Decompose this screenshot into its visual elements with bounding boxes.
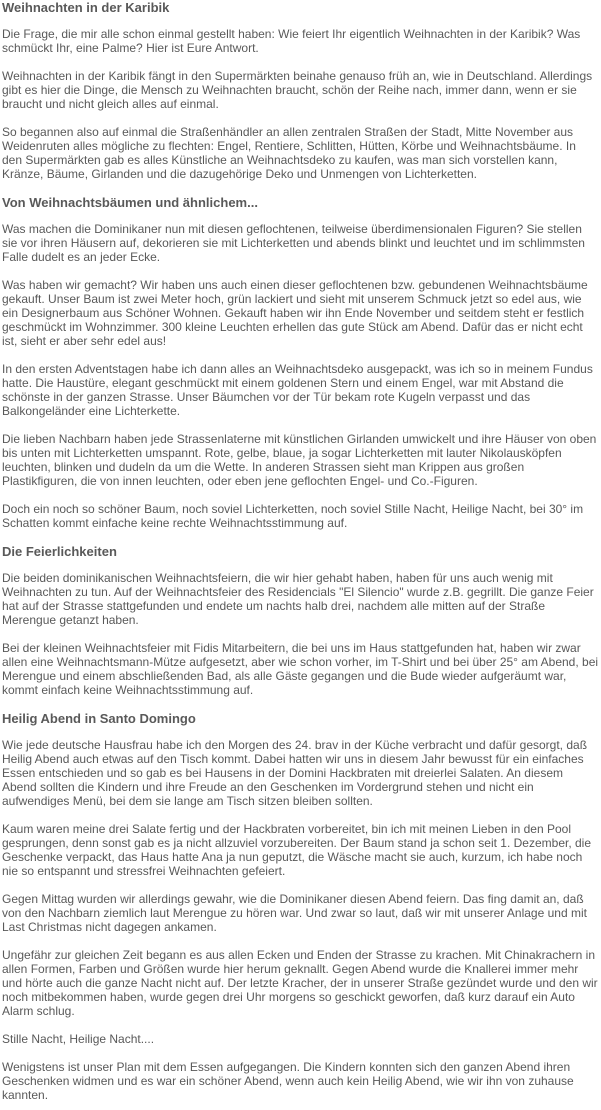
paragraph: Gegen Mittag wurden wir allerdings gewahr, wie die Dominikaner diesen Abend feiern. Das fing damit an, daß von den Nachbarn ziemlich laut Merengue zu hören war. Und zwar so laut, daß wir mit unserer Anlage und mit Last Christmas nicht dagegen ankamen. [2, 892, 587, 934]
paragraph: Die beiden dominikanischen Weihnachtsfeiern, die wir hier gehabt haben, haben für uns auch wenig mit Weihnachten zu tun. Auf der Weihnachtsfeier des Residencials "El Silencio" wurde z.B. gegrillt. Die ganze Feier hat auf der Strasse stattgefunden und endete um nachts halb drei, nachdem alle mitten auf der Straße Merengue getanzt haben. [2, 571, 594, 627]
section-heading: Von Weihnachtsbäumen und ähnlichem... [2, 195, 258, 210]
paragraph: Weihnachten in der Karibik fängt in den Supermärkten beinahe genauso früh an, wie in Deutschland. Allerdings gibt es hier die Dinge, die Mensch zu Weihnachten braucht, schön der Reihe nach, immer dann, wenn er sie braucht und nicht gleich alles auf einmal. [2, 69, 593, 111]
section-heilig-abend [2, 711, 599, 1102]
paragraph: Doch ein noch so schöner Baum, noch soviel Lichterketten, noch soviel Stille Nacht, Heilige Nacht, bei 30° im Schatten kommt einfache keine rechte Weihnachtsstimmung auf. [2, 502, 584, 530]
section-feierlichkeiten [2, 544, 599, 697]
paragraph: Was machen die Dominikaner nun mit diesen geflochtenen, teilweise überdimensionalen Figuren? Sie stellen sie vor ihren Häusern auf, dekorieren sie mit Lichterketten und abends blinkt und leuchtet und im schlimmsten Falle dudelt es an jeder Ecke. [2, 222, 585, 264]
paragraph: Bei der kleinen Weihnachtsfeier mit Fidis Mitarbeitern, die bei uns im Haus stattgefunden hat, haben wir zwar allen eine Weihnachtsmann-Mütze aufgesetzt, aber wie schon vorher, im T-Shirt und bei über 25° am Abend, bei Merengue und einem abschließenden Bad, als alle Gäste gegangen und die Bude wieder aufgeräumt war, kommt einfach keine Weihnachtsstimmung auf. [2, 641, 599, 697]
section-heading: Heilig Abend in Santo Domingo [2, 711, 196, 726]
paragraph: Die Frage, die mir alle schon einmal gestellt haben: Wie feiert Ihr eigentlich Weihnachten in der Karibik? Was schmückt Ihr, eine Palme? Hier ist Eure Antwort. [2, 27, 581, 55]
paragraph: Ungefähr zur gleichen Zeit begann es aus allen Ecken und Enden der Strasse zu krachen. Mit Chinakrachern in allen Formen, Farben und Größen wurde hier herum geknallt. Gegen Abend wurde die Knallerei immer mehr und hörte auch die ganze Nacht nicht auf. Der letzte Kracher, der in unserer Straße gezündet wurde und den wir noch mitbekommen haben, wurde gegen drei Uhr morgens so geschickt geworfen, daß kurz darauf ein Auto Alarm schlug. [2, 948, 598, 1018]
paragraph: Stille Nacht, Heilige Nacht.... [2, 1032, 155, 1046]
section-heading: Die Feierlichkeiten [2, 544, 117, 559]
paragraph: Die lieben Nachbarn haben jede Strassenlaterne mit künstlichen Girlanden umwickelt und ihre Häuser von oben bis unten mit Lichterketten umspannt. Rote, gelbe, blaue, ja sogar Lichterketten mit lauter Nikolausköpfen leuchten, blinken und dudeln da um die Wette. In anderen Strassen sieht man Krippen aus großen Plastikfiguren, die von innen leuchten, oder eben jene geflochten Engel- und Co.-Figuren. [2, 432, 597, 488]
paragraph: Wie jede deutsche Hausfrau habe ich den Morgen des 24. brav in der Küche verbracht und dafür gesorgt, daß Heilig Abend auch etwas auf den Tisch kommt. Dabei hatten wir uns in diesem Jahr bewusst für ein einfaches Essen entschieden und so gab es bei Hausens in der Domini Hackbraten mit dreierlei Salaten. An diesem Abend sollten die Kindern und ihre Freude an den Geschenken im Vordergrund stehen und nicht ein aufwendiges Menü, bei dem sie lange am Tisch sitzen bleiben sollten. [2, 738, 588, 808]
paragraph: So begannen also auf einmal die Straßenhändler an allen zentralen Straßen der Stadt, Mitte November aus Weidenruten alles mögliche zu flechten: Engel, Rentiere, Schlitten, Hütten, Körbe und Weihnachtsbäume. In den Supermärkten gab es alles Künstliche an Weihnachtsdeko zu kaufen, was man sich vorstellen kann, Kränze, Bäume, Girlanden und die dazugehörige Deko und Unmengen von Lichterketten. [2, 125, 576, 181]
paragraph: Was haben wir gemacht? Wir haben uns auch einen dieser geflochtenen bzw. gebundenen Weihnachtsbäume gekauft. Unser Baum ist zwei Meter hoch, grün lackiert und sieht mit unserem Schmuck jetzt so edel aus, wie ein Designerbaum aus Schöner Wohnen. Gekauft haben wir ihn Ende November und seitdem steht er festlich geschmückt im Wohnzimmer. 300 kleine Leuchten erhellen das gute Stück am Abend. Dafür das er nicht echt ist, sieht er aber sehr edel aus! [2, 278, 588, 348]
section-weihnachtsbaeume [2, 195, 599, 530]
paragraph: In den ersten Adventstagen habe ich dann alles an Weihnachtsdeko ausgepackt, was ich so in meinem Fundus hatte. Die Haustüre, elegant geschmückt mit einem goldenen Stern und einem Engel, war mit Abstand die schönste in der ganzen Strasse. Unser Bäumchen vor der Tür bekam rote Kugeln verpasst und das Balkongeländer eine Lichterkette. [2, 362, 593, 418]
paragraph: Wenigstens ist unser Plan mit dem Essen aufgegangen. Die Kindern konnten sich den ganzen Abend ihren Geschenken widmen und es war ein schöner Abend, wenn auch kein Heilig Abend, wie wir ihn von zuhause kannten. [2, 1060, 574, 1102]
paragraph: Kaum waren meine drei Salate fertig und der Hackbraten vorbereitet, bin ich mit meinen Lieben in den Pool gesprungen, denn sonst gab es ja nicht allzuviel vorzubereiten. Der Baum stand ja schon seit 1. Dezember, die Geschenke verpackt, das Haus hatte Ana ja nun geputzt, die Wäsche macht sie auch, kurzum, ich habe noch nie so entspannt und stressfrei Weihnachten gefeiert. [2, 822, 592, 878]
section-intro [2, 27, 599, 181]
article-title: Weihnachten in der Karibik [2, 0, 170, 15]
